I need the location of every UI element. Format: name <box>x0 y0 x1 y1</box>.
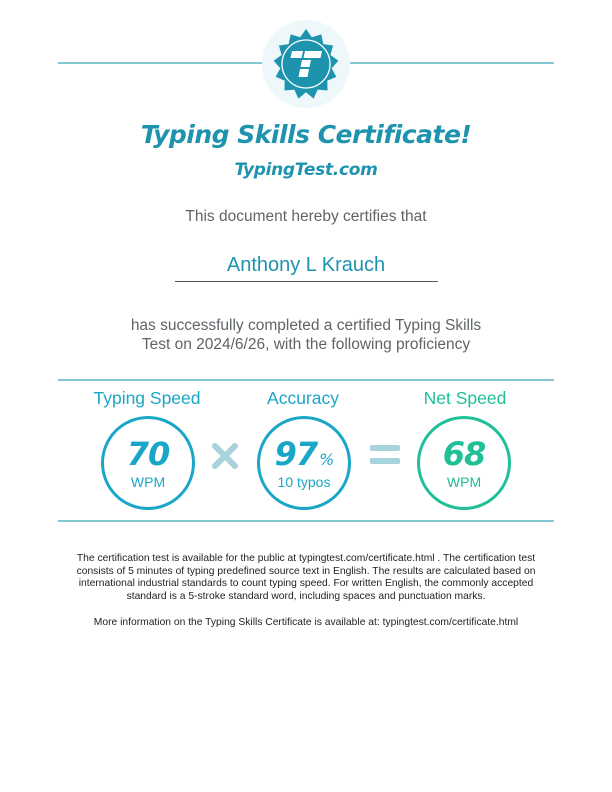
accuracy-label: Accuracy <box>267 388 339 408</box>
description-line-3: international industrial standards to count typing speed. For written English, the commonly accepted <box>78 578 534 589</box>
net-speed-label: Net Speed <box>423 388 507 408</box>
accuracy-value-wrap <box>260 435 348 473</box>
stats-rule-bottom <box>58 520 554 522</box>
certification-description <box>60 553 552 603</box>
typing-speed-value: 70 <box>126 435 170 473</box>
description-line-2: consists of 5 minutes of typing predefined source text in English. The results are calculated based on <box>76 565 536 577</box>
description-line-1: The certification test is available for the public at typingtest.com/certificate.html . The certification test <box>76 553 536 564</box>
equals-icon <box>369 443 401 467</box>
certifies-text: This document hereby certifies that <box>185 208 427 225</box>
more-info-text: More information on the Typing Skills Certificate is available at: typingtest.com/certificate.html <box>93 617 519 628</box>
typingtest-t-badge-icon <box>262 20 350 108</box>
net-speed-unit: WPM <box>446 474 482 490</box>
multiply-icon <box>212 443 238 469</box>
accuracy-percent: % <box>319 450 334 469</box>
accuracy-circle <box>257 416 351 510</box>
certificate-title: Typing Skills Certificate! <box>140 120 472 149</box>
typing-speed-label: Typing Speed <box>93 388 201 408</box>
net-speed-circle <box>417 416 511 510</box>
typing-speed-circle <box>101 416 195 510</box>
typing-speed-unit: WPM <box>130 474 166 490</box>
stats-rule-top <box>58 379 554 381</box>
description-line-4: standard is a 5-stroke standard word, including spaces and punctuation marks. <box>126 590 486 602</box>
header-rule-left <box>58 62 262 64</box>
accuracy-value: 97 <box>274 435 318 473</box>
completion-line-1: has successfully completed a certified Typing Skills <box>130 317 482 334</box>
accuracy-typos: 10 typos <box>277 474 331 490</box>
site-name: TypingTest.com <box>234 160 378 180</box>
completion-statement <box>0 316 612 354</box>
net-speed-value: 68 <box>442 435 486 473</box>
name-underline <box>175 281 438 282</box>
recipient-name: Anthony L Krauch <box>226 254 386 276</box>
header-rule-right <box>350 62 554 64</box>
typingtest-logo-badge <box>262 20 350 108</box>
completion-line-2: Test on 2024/6/26, with the following proficiency <box>141 336 471 353</box>
